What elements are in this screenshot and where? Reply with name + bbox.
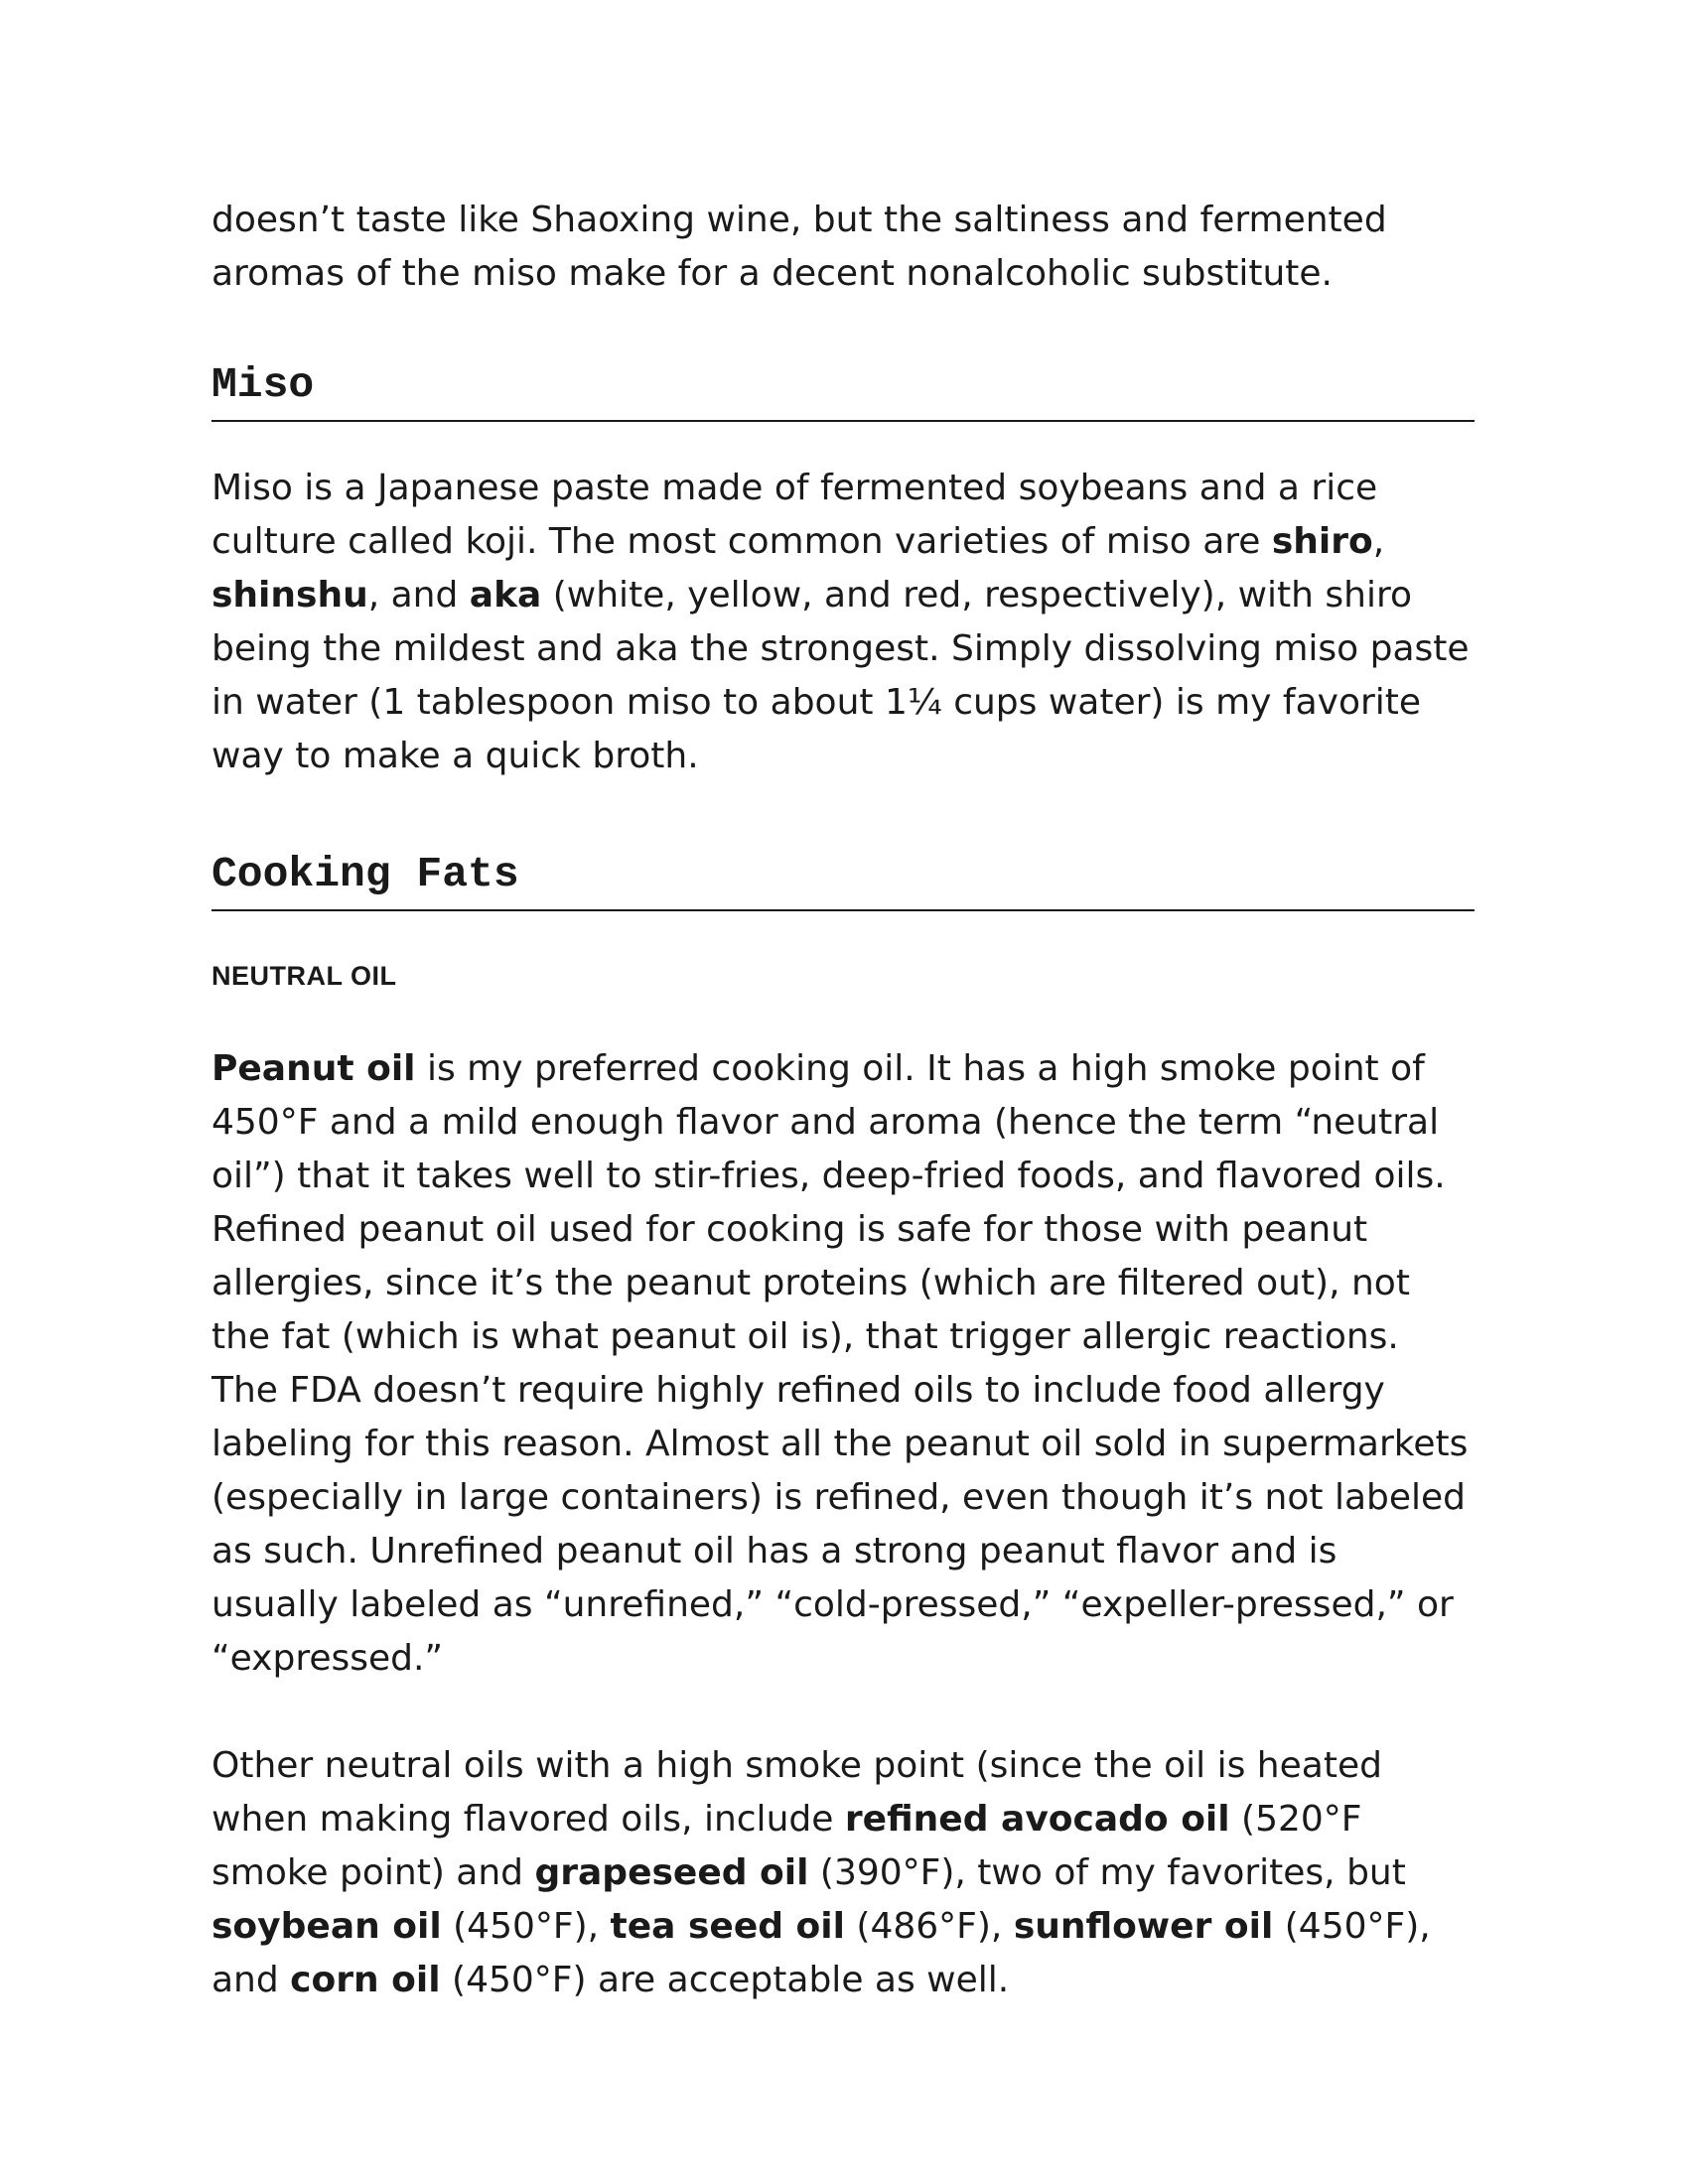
- avocado-oil-term: refined avocado oil: [844, 1799, 1230, 1840]
- corn-oil-term: corn oil: [290, 1960, 441, 2000]
- neutral-oil-subheading: NEUTRAL OIL: [211, 961, 397, 991]
- miso-text-2: (white, yellow, and red, respectively), with shiro being the mildest and aka the strongest. Simply dissolving miso paste in water (1 tablespoon miso to about 1¼ cups water) is my favorite way to make a quick broth.: [211, 575, 1470, 776]
- peanut-oil-paragraph: [211, 1042, 1475, 1686]
- tea-seed-oil-term: tea seed oil: [610, 1906, 845, 1947]
- aka-term: aka: [469, 575, 542, 615]
- grapeseed-oil-term: grapeseed oil: [534, 1852, 809, 1893]
- peanut-oil-text: is my preferred cooking oil. It has a high smoke point of 450°F and a mild enough flavor and aroma (hence the term “neutral oil”) that it takes well to stir-fries, deep-fried foods, and flavored oils. Refined peanut oil used for cooking is safe for those with peanut allergies, since it’s the peanut proteins (which are filtered out), not the fat (which is what peanut oil is), that trigger allergic reactions. The FDA doesn’t require highly refined oils to include food allergy labeling for this reason. Almost all the peanut oil sold in supermarkets (especially in large containers) is refined, even though it’s not labeled as such. Unrefined peanut oil has a strong peanut flavor and is usually labeled as “unrefined,” “cold-pressed,” “expeller-pressed,” or “expressed.”: [211, 1048, 1469, 1679]
- miso-paragraph: [211, 462, 1475, 783]
- miso-and: , and: [367, 575, 470, 615]
- miso-heading: Miso: [211, 360, 1475, 422]
- other-oils-text-1: Other neutral oils with a high smoke point (since the oil is heated when making flavored oils, include: [211, 1745, 1382, 1840]
- sunflower-oil-term: sunflower oil: [1013, 1906, 1274, 1947]
- other-oils-text-6: (450°F), and: [211, 1906, 1431, 2000]
- page-content: [211, 194, 1475, 2007]
- miso-comma: ,: [1372, 521, 1385, 562]
- intro-paragraph: doesn’t taste like Shaoxing wine, but the saltiness and fermented aromas of the miso make for a decent nonalcoholic substitute.: [211, 200, 1387, 294]
- other-oils-text-4: (450°F),: [441, 1906, 611, 1947]
- shinshu-term: shinshu: [211, 575, 368, 615]
- peanut-oil-term: Peanut oil: [211, 1048, 416, 1089]
- other-oils-paragraph: [211, 1739, 1475, 2007]
- other-oils-text-3: (390°F), two of my favorites, but: [808, 1852, 1406, 1893]
- soybean-oil-term: soybean oil: [211, 1906, 442, 1947]
- other-oils-text-2: (520°F smoke point) and: [211, 1799, 1362, 1893]
- other-oils-text-5: (486°F),: [844, 1906, 1014, 1947]
- other-oils-text-7: (450°F) are acceptable as well.: [440, 1960, 1010, 2000]
- cooking-fats-heading: Cooking Fats: [211, 850, 1475, 911]
- miso-text-1: Miso is a Japanese paste made of fermented soybeans and a rice culture called koji. The most common varieties of miso are: [211, 468, 1378, 562]
- shiro-term: shiro: [1271, 521, 1373, 562]
